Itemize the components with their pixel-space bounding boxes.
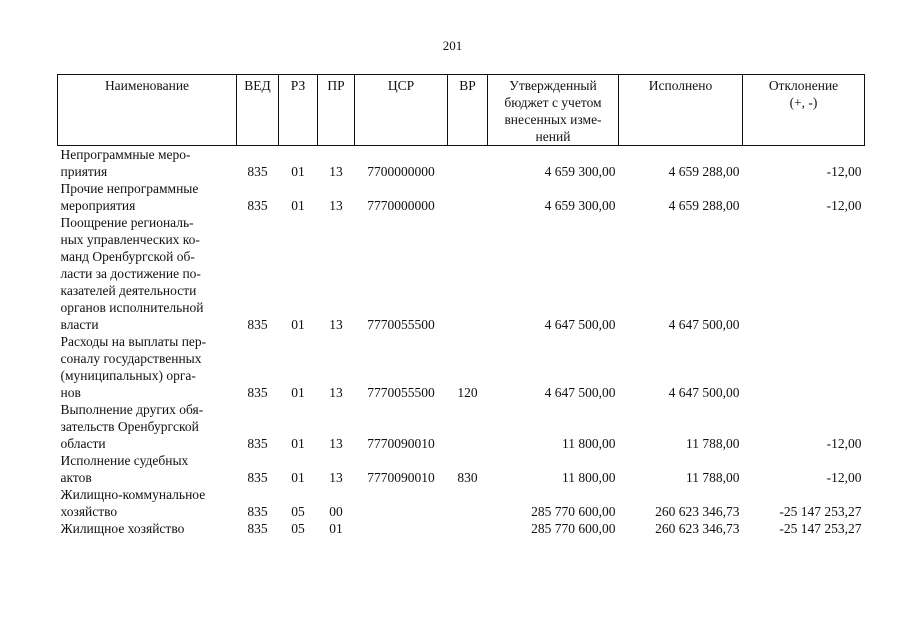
header-approved-budget xyxy=(488,75,619,146)
row-name-line: актов xyxy=(60,470,92,485)
cell-approved: 4 659 300,00 xyxy=(544,198,616,213)
cell-approved: 11 800,00 xyxy=(562,436,616,451)
header-approved-line: Утвержденный xyxy=(509,78,597,93)
cell-vr xyxy=(448,401,488,452)
cell-executed: 4 659 288,00 xyxy=(668,164,740,179)
cell-csr: 7770055500 xyxy=(367,317,435,332)
cell-rz: 01 xyxy=(291,470,305,485)
cell-rz: 05 xyxy=(291,521,305,536)
table-row xyxy=(58,401,865,452)
cell-ved: 835 xyxy=(247,385,268,400)
cell-pr: 13 xyxy=(329,436,343,451)
cell-ved: 835 xyxy=(247,521,268,536)
cell-vr xyxy=(448,486,488,520)
page-number: 201 xyxy=(442,38,463,53)
cell-approved: 11 800,00 xyxy=(562,470,616,485)
cell-deviation: -12,00 xyxy=(826,436,862,451)
cell-executed: 4 647 500,00 xyxy=(668,317,740,332)
header-rz: РЗ xyxy=(279,75,318,146)
cell-executed: 4 647 500,00 xyxy=(668,385,740,400)
row-name-line: манд Оренбургской об- xyxy=(60,249,195,264)
row-name xyxy=(58,333,237,401)
cell-ved: 835 xyxy=(247,470,268,485)
row-name xyxy=(58,486,237,520)
cell-executed: 11 788,00 xyxy=(686,436,740,451)
cell-pr: 13 xyxy=(329,198,343,213)
row-name-line: Расходы на выплаты пер- xyxy=(60,334,207,349)
cell-approved: 285 770 600,00 xyxy=(531,521,616,536)
cell-executed: 4 659 288,00 xyxy=(668,198,740,213)
cell-rz: 01 xyxy=(291,164,305,179)
cell-vr: 830 xyxy=(457,470,478,485)
row-name xyxy=(58,452,237,486)
header-executed: Исполнено xyxy=(619,75,743,146)
row-name-line: власти xyxy=(60,317,99,332)
row-name-line: ласти за достижение по- xyxy=(60,266,201,281)
header-deviation-line: Отклонение xyxy=(768,78,839,93)
cell-ved: 835 xyxy=(247,164,268,179)
row-name-line: приятия xyxy=(60,164,108,179)
row-name xyxy=(58,180,237,214)
table-row xyxy=(58,214,865,333)
row-name-line: Прочие непрограммные xyxy=(60,181,199,196)
header-name: Наименование xyxy=(58,75,237,146)
row-name-line: (муниципальных) орга- xyxy=(60,368,196,383)
cell-ved: 835 xyxy=(247,504,268,519)
cell-pr: 13 xyxy=(329,317,343,332)
table-row xyxy=(58,180,865,214)
header-approved-line: нений xyxy=(535,129,571,144)
table-header-row xyxy=(58,75,865,146)
cell-ved: 835 xyxy=(247,436,268,451)
cell-vr xyxy=(448,520,488,537)
cell-deviation: -25 147 253,27 xyxy=(779,504,862,519)
header-vr: ВР xyxy=(448,75,488,146)
cell-pr: 13 xyxy=(329,164,343,179)
row-name-line: соналу государственных xyxy=(60,351,202,366)
header-deviation xyxy=(743,75,865,146)
cell-rz: 05 xyxy=(291,504,305,519)
cell-deviation: -12,00 xyxy=(826,164,862,179)
cell-deviation: -12,00 xyxy=(826,198,862,213)
row-name-line: ных управленческих ко- xyxy=(60,232,200,247)
cell-deviation xyxy=(743,214,865,333)
cell-vr xyxy=(448,146,488,181)
cell-rz: 01 xyxy=(291,198,305,213)
budget-table xyxy=(57,74,865,537)
cell-approved: 285 770 600,00 xyxy=(531,504,616,519)
cell-rz: 01 xyxy=(291,436,305,451)
row-name-line: Исполнение судебных xyxy=(60,453,189,468)
row-name xyxy=(58,520,237,537)
header-approved-line: бюджет с учетом xyxy=(504,95,602,110)
cell-vr: 120 xyxy=(457,385,478,400)
cell-ved: 835 xyxy=(247,198,268,213)
cell-approved: 4 647 500,00 xyxy=(544,385,616,400)
row-name-line: органов исполнительной xyxy=(60,300,204,315)
header-pr: ПР xyxy=(318,75,355,146)
header-csr: ЦСР xyxy=(355,75,448,146)
cell-pr: 00 xyxy=(329,504,343,519)
row-name-line: зательств Оренбургской xyxy=(60,419,199,434)
row-name-line: Поощрение региональ- xyxy=(60,215,194,230)
cell-pr: 13 xyxy=(329,385,343,400)
row-name-line: казателей деятельности xyxy=(60,283,197,298)
cell-csr: 7770055500 xyxy=(367,385,435,400)
row-name-line: области xyxy=(60,436,106,451)
cell-csr: 7700000000 xyxy=(367,164,435,179)
cell-vr xyxy=(448,180,488,214)
cell-deviation: -25 147 253,27 xyxy=(779,521,862,536)
header-deviation-line: (+, -) xyxy=(789,95,818,110)
row-name-line: хозяйство xyxy=(60,504,118,519)
cell-executed: 260 623 346,73 xyxy=(655,504,740,519)
cell-ved: 835 xyxy=(247,317,268,332)
cell-csr: 7770090010 xyxy=(367,436,435,451)
row-name xyxy=(58,214,237,333)
cell-csr xyxy=(355,486,448,520)
row-name-line: Выполнение других обя- xyxy=(60,402,204,417)
table-row xyxy=(58,486,865,520)
cell-rz: 01 xyxy=(291,385,305,400)
cell-executed: 11 788,00 xyxy=(686,470,740,485)
row-name-line: нов xyxy=(60,385,81,400)
cell-deviation: -12,00 xyxy=(826,470,862,485)
row-name-line: мероприятия xyxy=(60,198,136,213)
table-row xyxy=(58,520,865,537)
header-ved: ВЕД xyxy=(237,75,279,146)
table-row xyxy=(58,333,865,401)
table-row xyxy=(58,146,865,181)
cell-approved: 4 659 300,00 xyxy=(544,164,616,179)
row-name-line: Жилищное хозяйство xyxy=(60,521,185,536)
cell-deviation xyxy=(743,333,865,401)
header-approved-line: внесенных изме- xyxy=(504,112,602,127)
cell-csr: 7770000000 xyxy=(367,198,435,213)
cell-pr: 01 xyxy=(329,521,343,536)
table-row xyxy=(58,452,865,486)
row-name-line: Жилищно-коммунальное xyxy=(60,487,206,502)
cell-csr xyxy=(355,520,448,537)
table-body xyxy=(58,146,865,538)
cell-rz: 01 xyxy=(291,317,305,332)
cell-pr: 13 xyxy=(329,470,343,485)
cell-approved: 4 647 500,00 xyxy=(544,317,616,332)
cell-csr: 7770090010 xyxy=(367,470,435,485)
row-name-line: Непрограммные меро- xyxy=(60,147,191,162)
row-name xyxy=(58,146,237,181)
row-name xyxy=(58,401,237,452)
cell-executed: 260 623 346,73 xyxy=(655,521,740,536)
cell-vr xyxy=(448,214,488,333)
